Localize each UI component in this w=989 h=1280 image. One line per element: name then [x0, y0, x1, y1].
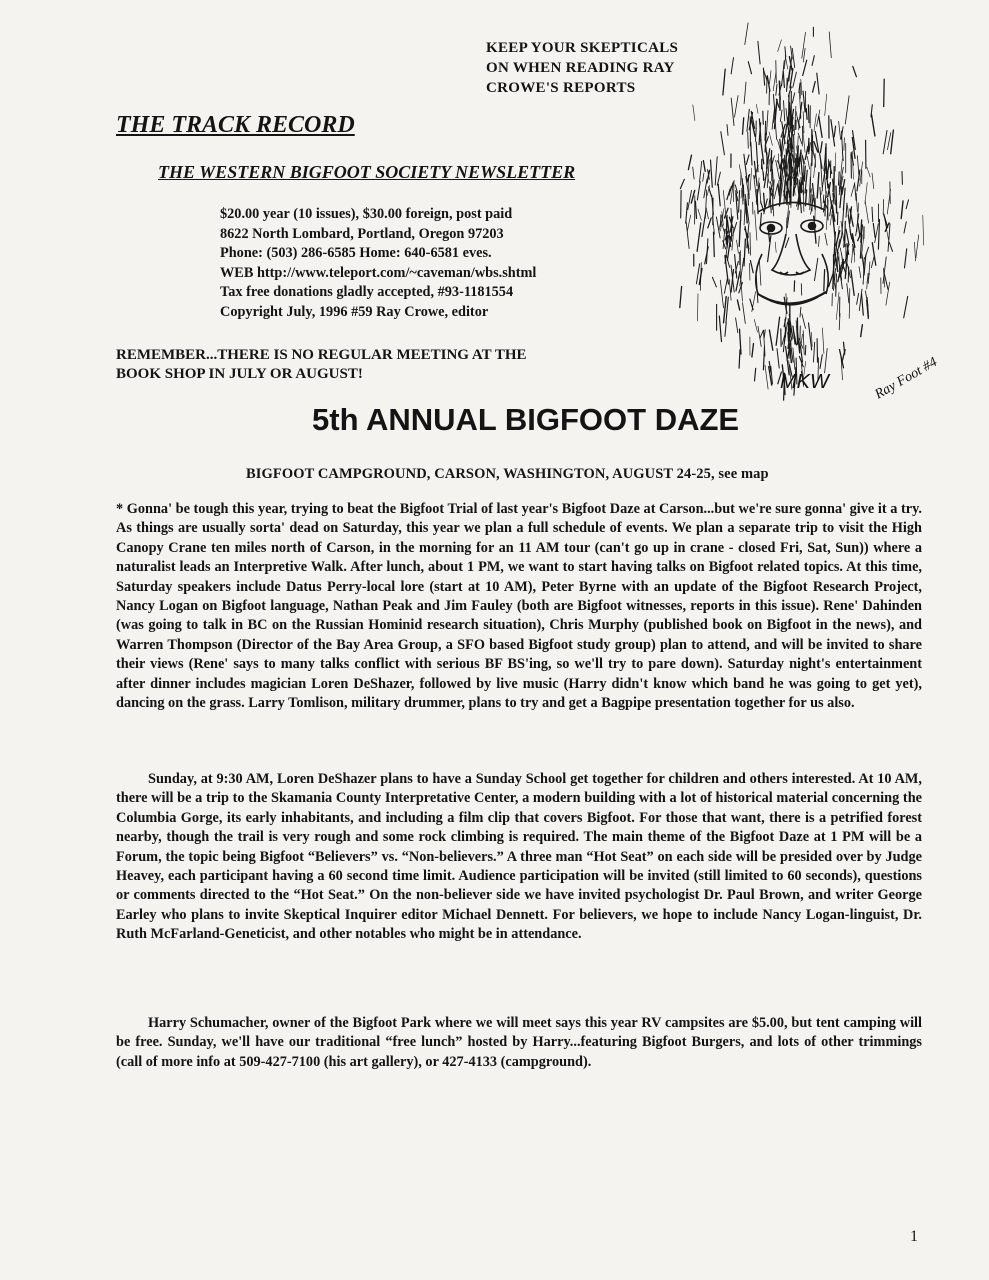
hair-stroke — [905, 249, 907, 268]
meeting-reminder — [116, 346, 616, 384]
hair-stroke — [698, 294, 699, 321]
hair-stroke — [834, 126, 835, 137]
hair-stroke — [809, 323, 812, 350]
hair-stroke — [871, 257, 874, 268]
info-line: Copyright July, 1996 #59 Ray Crowe, editor — [220, 303, 489, 320]
hair-stroke — [792, 93, 794, 103]
hair-stroke — [852, 246, 854, 263]
hair-stroke — [792, 49, 794, 68]
hair-stroke — [760, 185, 761, 204]
hair-stroke — [803, 112, 804, 133]
hair-stroke — [687, 215, 690, 231]
hair-stroke — [872, 173, 874, 189]
hair-stroke — [752, 344, 754, 358]
hair-stroke — [680, 287, 682, 308]
hair-stroke — [703, 173, 704, 181]
hair-stroke — [829, 275, 833, 287]
hair-stroke — [825, 94, 827, 116]
article-paragraph: * Gonna' be tough this year, trying to beat the Bigfoot Trial of last year's Bigfoot Daze at Carson...but we're sure gonna' give it a try. As things are usually sorta' dead on Saturday, this year we plan a full schedule of events. We plan a separate trip to visit the High Canopy Crane ten miles north of Carson, in the morning for an 11 AM tour (can't go up in crane - closed Fri, Sat, Sun)) where a naturalist leads an Interpretive Walk. After lunch, about 1 PM, we want to start having talks on Bigfoot related topics. At this time, Saturday speakers include Datus Perry-local lore (start at 10 AM), Peter Byrne with an update of the Bigfoot Research Project, Nancy Logan on Bigfoot language, Nathan Peak and Jim Fauley (both are Bigfoot witnesses, reports in this issue). Rene' Dahinden (was going to talk in BC on the Russian Hominid research situation), Chris Murphy (published book on Bigfoot in the news), and Warren Thompson (Director of the Bay Area Group, a SFO based Bigfoot study group) plan to attend, and will be invited to share their views (Rene' says to many talks conflict with serious BF BS'ing, so we'll try to pare down). Saturday night's entertainment after dinner includes magician Loren DeShazer, followed by live music (Harry didn't know which band he was going to get yet), dancing on the grass. Larry Tomlison, military drummer, plans to try and get a Bagpipe presentation together for us also. — [116, 501, 922, 712]
hair-stroke — [693, 167, 694, 179]
hair-stroke — [723, 191, 726, 220]
hair-stroke — [820, 142, 822, 153]
hair-stroke — [760, 330, 764, 338]
hair-stroke — [756, 104, 758, 113]
hair-stroke — [825, 233, 827, 245]
hair-stroke — [706, 208, 708, 219]
illustration-signature: MKW — [780, 371, 829, 393]
hair-stroke — [846, 229, 849, 245]
hair-stroke — [741, 188, 742, 198]
hair-stroke — [872, 115, 875, 136]
hair-stroke — [786, 218, 787, 236]
hair-stroke — [703, 161, 705, 172]
hair-stroke — [744, 82, 746, 104]
hair-stroke — [748, 62, 751, 74]
hair-stroke — [739, 350, 740, 368]
hair-stroke — [745, 23, 748, 45]
hair-stroke — [708, 218, 711, 228]
hair-stroke — [916, 235, 919, 261]
hair-stroke — [859, 267, 861, 278]
hair-stroke — [822, 328, 824, 354]
hair-stroke — [861, 325, 863, 337]
hair-stroke — [737, 240, 739, 253]
hair-stroke — [696, 264, 699, 284]
caption-line: KEEP YOUR SKEPTICALS — [486, 40, 679, 56]
hair-stroke — [800, 307, 801, 317]
hair-stroke — [855, 184, 857, 200]
info-line: Tax free donations gladly accepted, #93-1181554 — [220, 284, 514, 301]
hair-stroke — [693, 105, 695, 121]
hair-stroke — [680, 179, 684, 188]
hair-stroke — [836, 274, 837, 296]
hair-stroke — [755, 368, 756, 381]
hair-stroke — [743, 118, 744, 134]
newsletter-title: THE TRACK RECORD — [116, 112, 355, 138]
hair-stroke — [815, 258, 818, 280]
hair-stroke — [698, 209, 702, 220]
hair-stroke — [904, 296, 908, 317]
hair-stroke — [805, 345, 806, 355]
hair-stroke — [820, 355, 822, 369]
hair-stroke — [754, 320, 757, 333]
hair-stroke — [813, 82, 816, 93]
hair-stroke — [774, 184, 778, 199]
hair-stroke — [803, 60, 807, 75]
hair-stroke — [686, 203, 688, 223]
hair-stroke — [759, 259, 761, 286]
hair-stroke — [764, 193, 765, 207]
hair-stroke — [828, 159, 829, 178]
hair-stroke — [829, 32, 831, 58]
hair-stroke — [914, 242, 915, 258]
hair-stroke — [712, 277, 716, 287]
hair-stroke — [741, 276, 743, 301]
hair-stroke — [771, 151, 772, 172]
hair-stroke — [853, 66, 857, 76]
article-headline: 5th ANNUAL BIGFOOT DAZE — [312, 402, 740, 437]
hair-stroke — [839, 172, 840, 185]
hair-stroke — [872, 207, 873, 222]
hair-stroke — [691, 190, 694, 203]
hair-stroke — [888, 133, 891, 150]
hair-stroke — [764, 167, 767, 188]
hair-stroke — [817, 173, 819, 198]
hair-stroke — [857, 156, 859, 180]
hair-stroke — [889, 242, 892, 251]
subscription-info — [220, 205, 600, 323]
hair-stroke — [695, 201, 696, 218]
hair-stroke — [906, 200, 908, 209]
hair-stroke — [715, 157, 717, 185]
hair-stroke — [776, 84, 777, 95]
hair-stroke — [875, 224, 879, 243]
hair-stroke — [743, 303, 746, 324]
hair-stroke — [775, 242, 776, 252]
hair-stroke — [803, 331, 804, 355]
hair-stroke — [783, 72, 784, 88]
hair-stroke — [831, 120, 835, 146]
hair-stroke — [851, 183, 855, 197]
hair-stroke — [755, 128, 756, 141]
hair-stroke — [846, 203, 847, 217]
hair-stroke — [901, 201, 903, 219]
hair-stroke — [857, 293, 859, 304]
hair-stroke — [820, 187, 822, 209]
hair-stroke — [802, 32, 806, 58]
info-line: WEB http://www.teleport.com/~caveman/wbs.shtml — [220, 264, 537, 281]
hair-stroke — [865, 183, 867, 204]
hair-stroke — [814, 160, 816, 178]
hair-stroke — [769, 132, 772, 145]
hair-stroke — [836, 186, 837, 213]
hair-stroke — [858, 223, 860, 236]
hair-stroke — [886, 282, 890, 305]
hair-stroke — [719, 316, 721, 342]
hair-stroke — [849, 289, 850, 319]
hair-stroke — [744, 239, 745, 266]
illustration-artist-note: Ray Foot #4 — [872, 354, 940, 403]
hair-stroke — [784, 101, 785, 121]
event-location: BIGFOOT CAMPGROUND, CARSON, WASHINGTON, AUGUST 24-25, see map — [246, 466, 769, 482]
hair-stroke — [808, 105, 809, 123]
hair-stroke — [825, 348, 828, 373]
newsletter-subtitle: THE WESTERN BIGFOOT SOCIETY NEWSLETTER — [158, 162, 576, 182]
hair-stroke — [799, 83, 800, 92]
hair-stroke — [806, 109, 807, 120]
hair-stroke — [817, 73, 819, 94]
hair-stroke — [739, 221, 740, 246]
hair-stroke — [750, 261, 753, 273]
hair-stroke — [705, 190, 706, 219]
hair-stroke — [727, 125, 728, 136]
hair-stroke — [735, 96, 739, 118]
hair-stroke — [844, 342, 845, 354]
hair-stroke — [776, 317, 780, 345]
article-paragraph: Sunday, at 9:30 AM, Loren DeShazer plans to have a Sunday School get together for children and others interested. At 10 AM, there will be a trip to the Skamania County Interpretative Center, a modern building with a lot of historical material concerning the Columbia Gorge, its early inhabitants, and including a film clip that covers Bigfoot. For those that want, there is a petrified forest nearby, though the trail is very rough and some rock climbing is required. The main theme of the Bigfoot Daze at 1 PM will be a Forum, the topic being Bigfoot “Believers” vs. “Non-believers.” A three man “Hot Seat” on each side will be presided over by Judge Heavey, each participant having a 60 second time limit. Audience participation will be invited (still limited to 60 seconds), questions or comments directed to the “Hot Seat.” On the non-believer side we have invited psychologist Dr. Paul Brown, and writer George Earley who plans to invite Skeptical Inquirer editor Michael Dennett. For believers, we hope to include Nancy Logan-linguist, Dr. Ruth McFarland-Geneticist, and other notables who might be in attendance. — [116, 771, 922, 943]
hair-stroke — [807, 156, 809, 169]
hair-stroke — [752, 292, 756, 312]
hair-stroke — [828, 184, 832, 209]
hair-stroke — [904, 222, 906, 233]
hair-stroke — [727, 236, 728, 248]
hair-stroke — [891, 130, 894, 154]
hair-stroke — [862, 294, 864, 315]
hair-stroke — [803, 48, 805, 62]
hair-stroke — [813, 342, 814, 362]
hair-stroke — [839, 121, 841, 139]
hair-stroke — [755, 211, 757, 241]
hair-stroke — [718, 184, 720, 206]
hair-stroke — [819, 236, 820, 246]
hair-stroke — [769, 330, 772, 350]
info-line: Phone: (503) 286-6585 Home: 640-6581 eves. — [220, 245, 492, 262]
reminder-line: BOOK SHOP IN JULY OR AUGUST! — [116, 366, 363, 382]
hair-stroke — [717, 172, 720, 185]
hair-stroke — [711, 160, 713, 187]
hair-stroke — [836, 292, 839, 319]
hair-stroke — [824, 171, 826, 197]
info-line: 8622 North Lombard, Portland, Oregon 97203 — [220, 225, 504, 242]
hair-stroke — [851, 270, 854, 295]
hair-stroke — [697, 182, 700, 200]
hair-stroke — [724, 278, 727, 294]
hair-stroke — [798, 133, 802, 144]
hair-stroke — [751, 142, 752, 165]
hair-stroke — [720, 280, 723, 308]
hair-stroke — [819, 116, 822, 137]
hair-stroke — [844, 138, 845, 151]
hair-stroke — [884, 79, 885, 107]
hair-stroke — [700, 263, 701, 291]
hair-stroke — [750, 233, 751, 256]
hair-stroke — [794, 135, 795, 163]
hair-stroke — [777, 349, 779, 369]
hair-stroke — [845, 96, 849, 124]
hair-stroke — [824, 270, 825, 291]
hair-stroke — [773, 72, 776, 91]
illustration-caption — [486, 38, 736, 98]
hair-stroke — [883, 131, 887, 154]
hair-stroke — [758, 41, 760, 64]
hair-stroke — [735, 255, 737, 279]
hair-stroke — [787, 78, 788, 91]
hair-stroke — [785, 56, 788, 70]
hair-stroke — [793, 72, 797, 87]
hair-stroke — [785, 238, 789, 248]
hair-stroke — [814, 114, 816, 131]
hair-stroke — [746, 155, 749, 164]
hair-stroke — [847, 284, 849, 303]
hair-stroke — [805, 166, 806, 179]
hair-stroke — [721, 132, 725, 155]
hair-stroke — [780, 110, 782, 121]
hair-stroke — [868, 262, 870, 284]
hair-stroke — [873, 224, 875, 238]
hair-stroke — [867, 167, 870, 177]
hair-stroke — [748, 132, 749, 148]
hair-stroke — [731, 98, 734, 126]
hair-stroke — [736, 318, 738, 333]
hair-stroke — [714, 232, 715, 256]
hair-stroke — [725, 323, 726, 337]
hair-stroke — [803, 91, 805, 112]
caption-line: ON WHEN READING RAY — [486, 60, 675, 76]
hair-stroke — [739, 165, 743, 185]
hair-stroke — [737, 300, 739, 310]
hair-stroke — [739, 191, 740, 213]
hair-stroke — [856, 193, 857, 212]
hair-stroke — [750, 168, 751, 190]
hair-stroke — [697, 223, 701, 252]
reminder-line: REMEMBER...THERE IS NO REGULAR MEETING AT THE — [116, 347, 527, 363]
hair-stroke — [865, 201, 869, 224]
article-paragraph: Harry Schumacher, owner of the Bigfoot Park where we will meet says this year RV campsites are $5.00, but tent camping will be free. Sunday, we'll have our traditional “free lunch” hosted by Harry...featuring Bigfoot Burgers, and lots of other trimmings (call of more info at 509-427-7100 (his art gallery), or 427-4133 (campground). — [116, 1015, 922, 1070]
hair-stroke — [812, 56, 814, 66]
hair-stroke — [770, 71, 772, 84]
hair-stroke — [923, 215, 924, 245]
hair-stroke — [700, 162, 702, 183]
hair-stroke — [843, 188, 845, 210]
hair-stroke — [778, 40, 782, 52]
hair-stroke — [763, 111, 764, 124]
caption-line: CROWE'S REPORTS — [486, 80, 636, 96]
hair-stroke — [688, 155, 691, 169]
page-number: 1 — [910, 1228, 918, 1245]
info-line: $20.00 year (10 issues), $30.00 foreign, post paid — [220, 206, 513, 222]
hair-stroke — [765, 365, 768, 389]
hair-stroke — [766, 111, 768, 135]
hair-stroke — [793, 348, 795, 370]
hair-stroke — [688, 191, 692, 210]
hair-stroke — [802, 314, 806, 328]
